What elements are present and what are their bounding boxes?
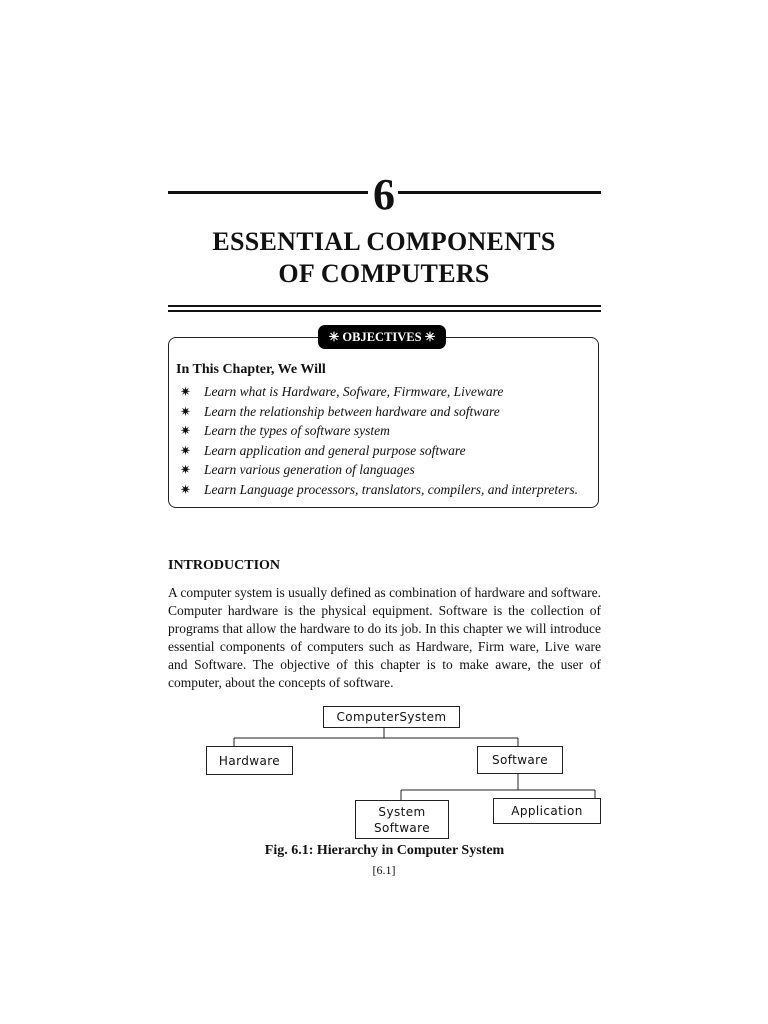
node-application: Application (493, 798, 601, 824)
system-software-line1: System (378, 804, 426, 819)
node-computer-system: ComputerSystem (323, 706, 460, 728)
system-software-line2: Software (373, 820, 431, 835)
star-bullet-icon: ✷ (180, 384, 191, 399)
chapter-number: 6 (373, 170, 395, 219)
figure-caption: Fig. 6.1: Hierarchy in Computer System (264, 843, 505, 858)
objective-text: Learn Language processors, translators, compilers, and interpreters. (204, 481, 579, 497)
objective-text: Learn the types of software system (204, 423, 390, 439)
objective-text: Learn application and general purpose software (204, 442, 466, 458)
chapter-title-line2: OF COMPUTERS (278, 259, 490, 288)
objectives-heading: In This Chapter, We Will (176, 362, 326, 377)
node-system-software (355, 800, 449, 839)
introduction-heading: INTRODUCTION (168, 558, 281, 573)
chapter-title-line1: ESSENTIAL COMPONENTS (212, 227, 556, 256)
objective-text: Learn the relationship between hardware and software (204, 403, 500, 419)
objective-text: Learn what is Hardware, Sofware, Firmware, Liveware (204, 384, 504, 399)
star-bullet-icon: ✷ (180, 481, 191, 497)
star-bullet-icon: ✷ (180, 403, 191, 419)
node-hardware: Hardware (206, 746, 293, 775)
objectives-badge: ✳ OBJECTIVES ✳ (318, 325, 446, 349)
star-bullet-icon: ✷ (180, 462, 191, 478)
star-bullet-icon: ✷ (180, 442, 191, 458)
page-number: [6.1] (372, 863, 396, 877)
objective-text: Learn various generation of languages (204, 462, 415, 478)
star-bullet-icon: ✷ (180, 423, 191, 439)
introduction-paragraph: A computer system is usually defined as combination of hardware and software. Computer hardware is the physical equipment. Software is the collection of programs that allow the hardware to do its job. In this chapter we will introduce essential components of computers such as Hardware, Firm ware, Live ware and Software. The objective of this chapter is to make aware, the user of computer, about the concepts of software. (168, 585, 601, 690)
node-software: Software (477, 746, 563, 774)
